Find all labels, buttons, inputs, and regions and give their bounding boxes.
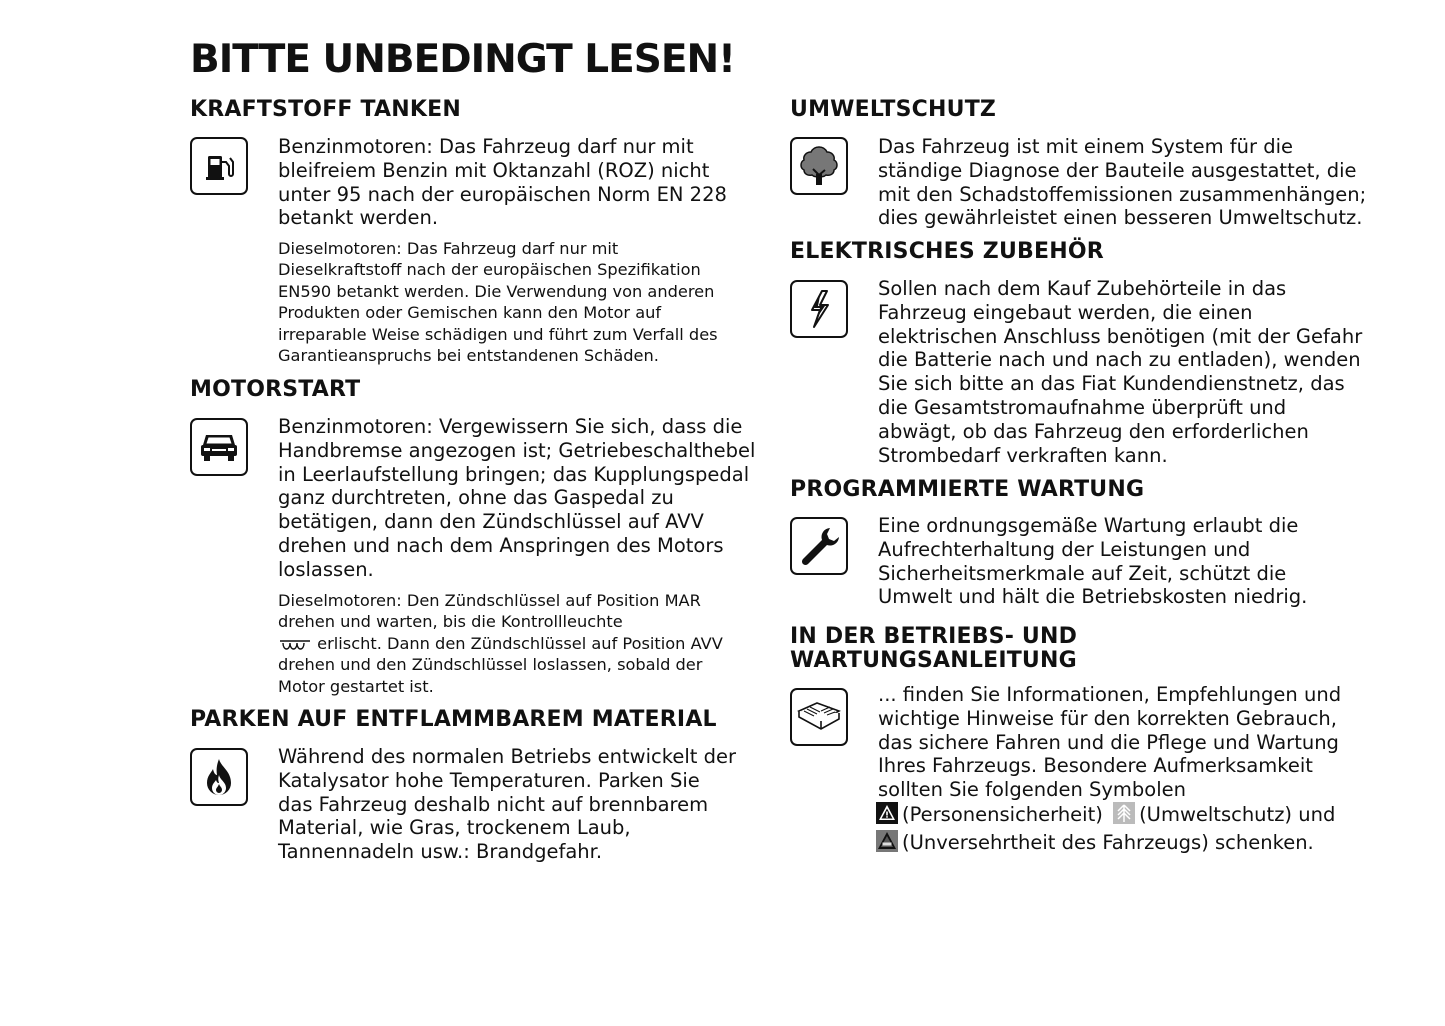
manual-symbols-line1: (Personensicherheit) (Umweltschutz) und [876, 801, 1335, 829]
start-petrol-text: Benzinmotoren: Vergewissern Sie sich, dass die Handbremse angezogen ist; Getriebeschalthebel in Leerlaufstellung bringen; das Kupplungspedal ganz durchtreten, ohne das Gaspedal zu betätigen, dann den Zündschlüssel auf AVV drehen und nach dem Anspringen des Motors loslassen. [278, 415, 756, 581]
parking-heading: PARKEN AUF ENTFLAMMBAREM MATERIAL [190, 707, 717, 732]
start-heading: MOTORSTART [190, 377, 361, 402]
vehicle-warning-icon [876, 830, 898, 852]
fuel-pump-icon [190, 137, 248, 195]
manual-heading-line2: WARTUNGSANLEITUNG [790, 648, 1077, 673]
wrench-icon [790, 517, 848, 575]
page-title: BITTE UNBEDINGT LESEN! [190, 37, 735, 82]
environment-text: Das Fahrzeug ist mit einem System für die ständige Diagnose der Bauteile ausgestattet, die mit den Schadstoffemissionen zusammenhängen; dies gewährleistet einen besseren Umweltschutz. [878, 135, 1367, 230]
parking-text: Während des normalen Betriebs entwickelt der Katalysator hohe Temperaturen. Parken Sie das Fahrzeug deshalb nicht auf brennbarem Material, wie Gras, trockenem Laub, Tannennadeln usw.: Brandgefahr. [278, 745, 737, 864]
start-diesel-text: Dieselmotoren: Den Zündschlüssel auf Position MAR drehen und warten, bis die Kontrollleuchte erlischt. Dann den Zündschlüssel auf Position AVV drehen und den Zündschlüssel loslassen, sobald der Motor gestartet ist. [278, 591, 723, 696]
fuel-diesel-text: Dieselmotoren: Das Fahrzeug darf nur mit Dieselkraftstoff nach der europäischen Spezifikation EN590 betankt werden. Die Verwendung von anderen Produkten oder Gemischen kann den Motor auf irreparable Weise schädigen und führt zum Verfall des Garantieanspruchs bei entstandenen Schäden. [278, 239, 718, 366]
lightning-icon [790, 280, 848, 338]
tree-icon [790, 137, 848, 195]
fuel-heading: KRAFTSTOFF TANKEN [190, 97, 461, 122]
book-icon [790, 688, 848, 746]
flame-icon [190, 748, 248, 806]
maintenance-heading: PROGRAMMIERTE WARTUNG [790, 477, 1145, 502]
fuel-petrol-text: Benzinmotoren: Das Fahrzeug darf nur mit bleifreiem Benzin mit Oktanzahl (ROZ) nicht unter 95 nach der europäischen Norm EN 228 betankt werden. [278, 135, 727, 230]
manual-heading-line1: IN DER BETRIEBS- UND [790, 624, 1078, 649]
environment-symbol-icon [1113, 802, 1135, 824]
glow-plug-icon [278, 637, 312, 651]
electrical-text: Sollen nach dem Kauf Zubehörteile in das Fahrzeug eingebaut werden, die einen elektrischen Anschluss benötigen (mit der Gefahr die Batterie nach und nach zu entladen), wenden Sie sich bitte an das Fiat Kundendienstnetz, das die Gesamtstromaufnahme überprüft und abwägt, ob das Fahrzeug den erforderlichen Strombedarf verkraften kann. [878, 277, 1363, 467]
manual-text: ... finden Sie Informationen, Empfehlungen und wichtige Hinweise für den korrekten Gebrauch, das sichere Fahren und die Pflege und Wartung Ihres Fahrzeugs. Besondere Aufmerksamkeit sollten Sie folgenden Symbolen [878, 683, 1342, 802]
electrical-heading: ELEKTRISCHES ZUBEHÖR [790, 239, 1104, 264]
environment-heading: UMWELTSCHUTZ [790, 97, 997, 122]
manual-symbols-line2: (Unversehrtheit des Fahrzeugs) schenken. [876, 829, 1314, 857]
warning-triangle-icon [876, 802, 898, 824]
maintenance-text: Eine ordnungsgemäße Wartung erlaubt die Aufrechterhaltung der Leistungen und Sicherheitsmerkmale auf Zeit, schützt die Umwelt und hält die Betriebskosten niedrig. [878, 514, 1308, 609]
car-icon [190, 418, 248, 476]
